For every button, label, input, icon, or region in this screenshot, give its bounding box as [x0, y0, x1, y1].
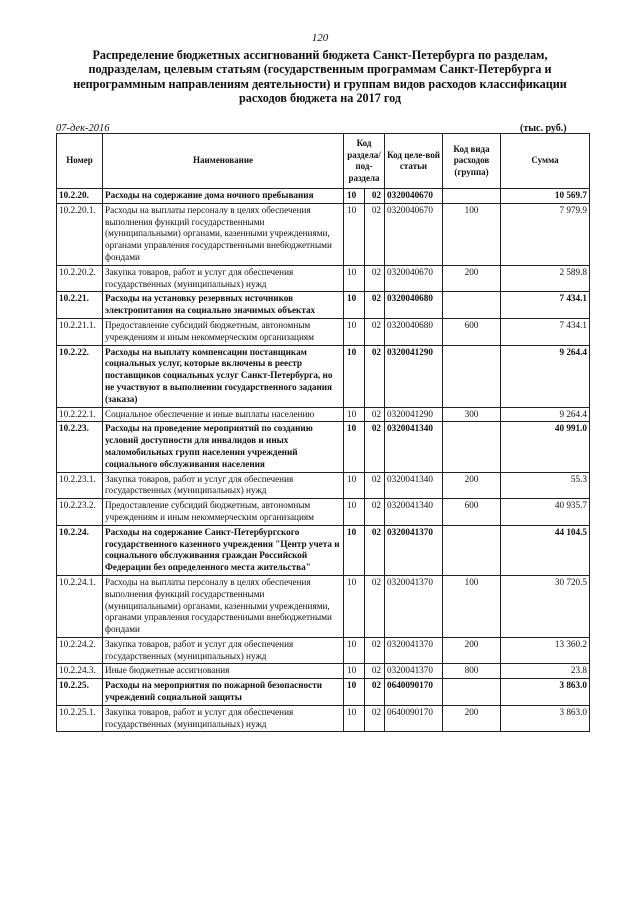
- row-number: 10.2.23.: [57, 422, 103, 472]
- row-sum: 9 264.4: [501, 407, 590, 422]
- row-subsection-code: 02: [365, 499, 385, 526]
- table-row: [57, 407, 590, 422]
- row-expense-type: 300: [443, 407, 501, 422]
- table-header-row: [57, 134, 590, 189]
- row-target-code: 0320041370: [385, 575, 443, 637]
- table-row: [57, 637, 590, 664]
- row-expense-type: [443, 189, 501, 204]
- row-expense-type: [443, 292, 501, 319]
- row-target-code: 0640090170: [385, 679, 443, 706]
- table-row: [57, 318, 590, 345]
- row-section-code: 10: [344, 499, 365, 526]
- row-name: Расходы на мероприятия по пожарной безопасности учреждений социальной защиты: [103, 679, 344, 706]
- row-expense-type: 200: [443, 637, 501, 664]
- row-section-code: 10: [344, 679, 365, 706]
- row-name: Закупка товаров, работ и услуг для обеспечения государственных (муниципальных) нужд: [103, 472, 344, 499]
- table-row: [57, 189, 590, 204]
- row-sum: 2 589.8: [501, 265, 590, 292]
- row-name: Расходы на установку резервных источников электропитания на социально значимых объектах: [103, 292, 344, 319]
- row-name: Расходы на выплаты персоналу в целях обеспечения выполнения функций государственными (муниципальными) органами, казенными учреждениями, органами управления государственными внебюджетными фондами: [103, 203, 344, 265]
- table-row: [57, 265, 590, 292]
- row-target-code: 0320040670: [385, 189, 443, 204]
- row-expense-type: [443, 345, 501, 407]
- row-section-code: 10: [344, 422, 365, 472]
- row-name: Социальное обеспечение и иные выплаты населению: [103, 407, 344, 422]
- row-sum: 3 863.0: [501, 679, 590, 706]
- row-sum: 13 360.2: [501, 637, 590, 664]
- row-target-code: 0320040680: [385, 292, 443, 319]
- header-section: Код раздела/ под-раздела: [344, 134, 385, 189]
- table-row: [57, 575, 590, 637]
- row-subsection-code: 02: [365, 472, 385, 499]
- row-subsection-code: 02: [365, 705, 385, 732]
- header-expense-type: Код вида расходов (группа): [443, 134, 501, 189]
- row-number: 10.2.25.: [57, 679, 103, 706]
- row-number: 10.2.20.2.: [57, 265, 103, 292]
- row-sum: 9 264.4: [501, 345, 590, 407]
- row-subsection-code: 02: [365, 318, 385, 345]
- row-target-code: 0320041290: [385, 345, 443, 407]
- row-subsection-code: 02: [365, 525, 385, 575]
- row-section-code: 10: [344, 472, 365, 499]
- row-number: 10.2.22.: [57, 345, 103, 407]
- row-section-code: 10: [344, 525, 365, 575]
- row-name: Расходы на выплату компенсации поставщикам социальных услуг, которые включены в реестр поставщиков социальных услуг Санкт-Петербурга, но не участвуют в выполнении государственного задания (заказа): [103, 345, 344, 407]
- row-number: 10.2.23.2.: [57, 499, 103, 526]
- table-body: [57, 189, 590, 732]
- row-expense-type: 100: [443, 203, 501, 265]
- row-name: Закупка товаров, работ и услуг для обеспечения государственных (муниципальных) нужд: [103, 637, 344, 664]
- row-expense-type: [443, 679, 501, 706]
- row-expense-type: [443, 422, 501, 472]
- table-row: [57, 292, 590, 319]
- row-target-code: 0320040680: [385, 318, 443, 345]
- row-subsection-code: 02: [365, 203, 385, 265]
- row-sum: 30 720.5: [501, 575, 590, 637]
- row-sum: 10 569.7: [501, 189, 590, 204]
- row-target-code: 0320041340: [385, 472, 443, 499]
- currency-unit: (тыс. руб.): [520, 123, 567, 134]
- row-sum: 3 863.0: [501, 705, 590, 732]
- row-target-code: 0320041370: [385, 664, 443, 679]
- row-number: 10.2.25.1.: [57, 705, 103, 732]
- row-sum: 40 991.0: [501, 422, 590, 472]
- row-sum: 7 979.9: [501, 203, 590, 265]
- table-row: [57, 679, 590, 706]
- row-section-code: 10: [344, 345, 365, 407]
- row-target-code: 0320040670: [385, 265, 443, 292]
- budget-table: [56, 133, 590, 732]
- table-row: [57, 472, 590, 499]
- row-name: Закупка товаров, работ и услуг для обеспечения государственных (муниципальных) нужд: [103, 705, 344, 732]
- table-row: [57, 203, 590, 265]
- row-target-code: 0320041370: [385, 525, 443, 575]
- header-name: Наименование: [103, 134, 344, 189]
- row-number: 10.2.24.2.: [57, 637, 103, 664]
- row-section-code: 10: [344, 292, 365, 319]
- row-expense-type: 100: [443, 575, 501, 637]
- table-row: [57, 664, 590, 679]
- page-number: 120: [311, 32, 329, 44]
- table-row: [57, 525, 590, 575]
- row-section-code: 10: [344, 664, 365, 679]
- row-expense-type: 600: [443, 318, 501, 345]
- row-target-code: 0320041290: [385, 407, 443, 422]
- row-number: 10.2.20.1.: [57, 203, 103, 265]
- row-number: 10.2.20.: [57, 189, 103, 204]
- row-expense-type: [443, 525, 501, 575]
- row-subsection-code: 02: [365, 664, 385, 679]
- row-target-code: 0320041370: [385, 637, 443, 664]
- table-row: [57, 345, 590, 407]
- row-subsection-code: 02: [365, 679, 385, 706]
- header-target: Код целе-вой статьи: [385, 134, 443, 189]
- row-sum: 44 104.5: [501, 525, 590, 575]
- row-number: 10.2.21.: [57, 292, 103, 319]
- row-target-code: 0640090170: [385, 705, 443, 732]
- row-name: Предоставление субсидий бюджетным, автономным учреждениям и иным некоммерческим организациям: [103, 318, 344, 345]
- row-name: Закупка товаров, работ и услуг для обеспечения государственных (муниципальных) нужд: [103, 265, 344, 292]
- row-number: 10.2.21.1.: [57, 318, 103, 345]
- row-expense-type: 200: [443, 265, 501, 292]
- row-sum: 55.3: [501, 472, 590, 499]
- row-sum: 7 434.1: [501, 318, 590, 345]
- row-section-code: 10: [344, 265, 365, 292]
- row-expense-type: 800: [443, 664, 501, 679]
- row-section-code: 10: [344, 575, 365, 637]
- row-number: 10.2.24.: [57, 525, 103, 575]
- row-subsection-code: 02: [365, 637, 385, 664]
- row-number: 10.2.22.1.: [57, 407, 103, 422]
- row-name: Иные бюджетные ассигнования: [103, 664, 344, 679]
- row-expense-type: 200: [443, 472, 501, 499]
- table-row: [57, 705, 590, 732]
- row-expense-type: 600: [443, 499, 501, 526]
- row-subsection-code: 02: [365, 189, 385, 204]
- row-section-code: 10: [344, 407, 365, 422]
- row-subsection-code: 02: [365, 345, 385, 407]
- row-subsection-code: 02: [365, 575, 385, 637]
- header-number: Номер: [57, 134, 103, 189]
- row-section-code: 10: [344, 189, 365, 204]
- table-row: [57, 499, 590, 526]
- row-subsection-code: 02: [365, 407, 385, 422]
- row-name: Расходы на выплаты персоналу в целях обеспечения выполнения функций государственными (муниципальными) органами, казенными учреждениями, органами управления государственными внебюджетными фондами: [103, 575, 344, 637]
- document-title: Распределение бюджетных ассигнований бюджета Санкт-Петербурга по разделам, подразделам, целевым статьям (государственным программам Санкт-Петербурга и непрограммным направлениям деятельности) и группам видов расходов классификации расходов бюджета на 2017 год: [73, 48, 567, 106]
- row-name: Предоставление субсидий бюджетным, автономным учреждениям и иным некоммерческим организациям: [103, 499, 344, 526]
- row-name: Расходы на проведение мероприятий по созданию условий доступности для инвалидов и иных маломобильных групп населения учреждений социального обслуживания населения: [103, 422, 344, 472]
- row-number: 10.2.24.1.: [57, 575, 103, 637]
- document-date: 07-дек-2016: [56, 123, 110, 134]
- row-target-code: 0320041340: [385, 422, 443, 472]
- row-target-code: 0320041340: [385, 499, 443, 526]
- row-section-code: 10: [344, 705, 365, 732]
- row-sum: 23.8: [501, 664, 590, 679]
- row-name: Расходы на содержание Санкт-Петербургского государственного казенного учреждения "Центр учета и социального обслуживания граждан Российской Федерации без определенного места жительства": [103, 525, 344, 575]
- row-target-code: 0320040670: [385, 203, 443, 265]
- row-sum: 40 935.7: [501, 499, 590, 526]
- row-name: Расходы на содержание дома ночного пребывания: [103, 189, 344, 204]
- row-section-code: 10: [344, 318, 365, 345]
- row-section-code: 10: [344, 637, 365, 664]
- row-subsection-code: 02: [365, 265, 385, 292]
- row-number: 10.2.23.1.: [57, 472, 103, 499]
- row-number: 10.2.24.3.: [57, 664, 103, 679]
- row-sum: 7 434.1: [501, 292, 590, 319]
- header-sum: Сумма: [501, 134, 590, 189]
- table-row: [57, 422, 590, 472]
- row-subsection-code: 02: [365, 292, 385, 319]
- row-subsection-code: 02: [365, 422, 385, 472]
- row-expense-type: 200: [443, 705, 501, 732]
- row-section-code: 10: [344, 203, 365, 265]
